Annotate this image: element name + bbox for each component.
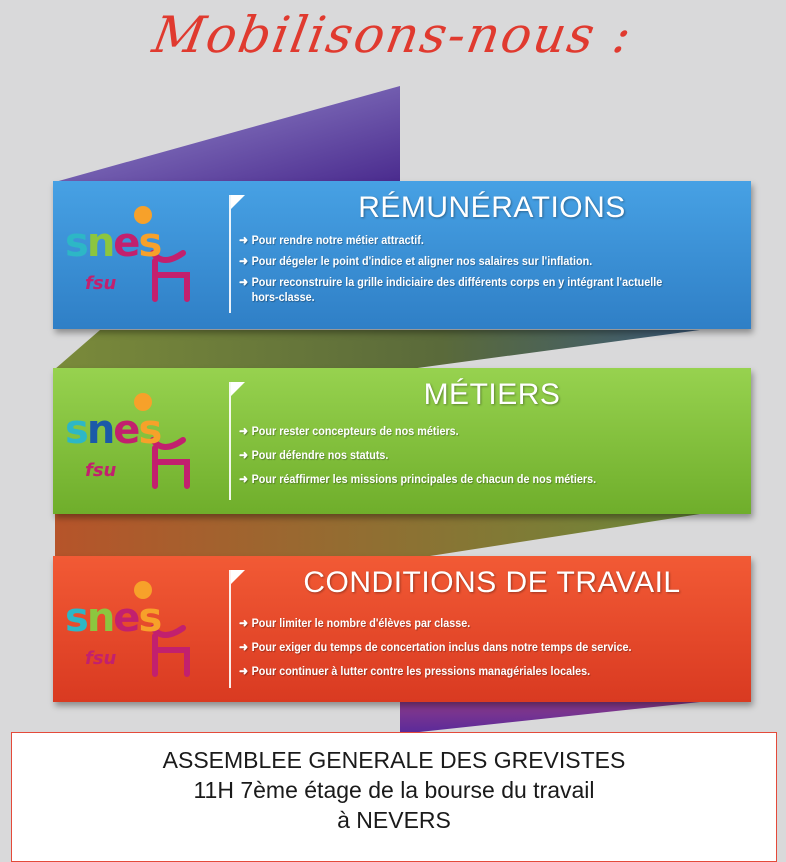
list-item: ➜ Pour rester concepteurs de nos métiers. xyxy=(239,424,459,438)
logo-fsu: fsu xyxy=(85,648,117,669)
assembly-city: à NEVERS xyxy=(337,807,451,833)
logo-word: snes xyxy=(65,220,161,266)
panel-heading: CONDITIONS DE TRAVAIL xyxy=(303,566,681,599)
divider xyxy=(229,570,231,688)
assembly-info-box xyxy=(11,732,777,862)
assembly-time-place: 11H 7ème étage de la bourse du travail xyxy=(193,777,595,803)
panel-metiers xyxy=(53,368,751,514)
panel-heading: RÉMUNÉRATIONS xyxy=(358,191,626,224)
snes-fsu-logo xyxy=(65,576,215,686)
list-item: ➜ Pour exiger du temps de concertation inclus dans notre temps de service. xyxy=(239,640,632,654)
assembly-title: ASSEMBLEE GENERALE DES GREVISTES xyxy=(162,747,626,773)
divider xyxy=(229,382,231,500)
arrow-right-icon: ➜ xyxy=(239,664,249,678)
snes-fsu-logo xyxy=(65,201,215,311)
logo-word: snes xyxy=(65,407,161,453)
panel-heading: MÉTIERS xyxy=(423,378,561,411)
arrow-right-icon: ➜ xyxy=(239,448,249,462)
divider xyxy=(229,195,231,313)
list-item: ➜ Pour rendre notre métier attractif. xyxy=(239,233,424,247)
logo-word: snes xyxy=(65,595,161,641)
panel-list xyxy=(239,616,739,685)
arrow-right-icon: ➜ xyxy=(239,616,249,630)
logo-fsu: fsu xyxy=(85,460,117,481)
list-item: ➜ Pour défendre nos statuts. xyxy=(239,448,389,462)
list-item: ➜ Pour limiter le nombre d'élèves par classe. xyxy=(239,616,471,630)
logo-fsu: fsu xyxy=(85,273,117,294)
panel-list xyxy=(239,424,739,493)
list-item: ➜ Pour dégeler le point d'indice et aligner nos salaires sur l'inflation. xyxy=(239,254,593,268)
list-item: ➜ Pour reconstruire la grille indiciaire des différents corps en y intégrant l'actuelle hors-classe. xyxy=(239,275,663,304)
list-item: ➜ Pour réaffirmer les missions principales de chacun de nos métiers. xyxy=(239,472,597,486)
arrow-right-icon: ➜ xyxy=(239,640,249,654)
panel-remunerations xyxy=(53,181,751,329)
arrow-right-icon: ➜ xyxy=(239,233,249,247)
arrow-right-icon: ➜ xyxy=(239,254,249,268)
arrow-right-icon: ➜ xyxy=(239,275,249,289)
arrow-right-icon: ➜ xyxy=(239,424,249,438)
arrow-right-icon: ➜ xyxy=(239,472,249,486)
page-title: Mobilisons-nous : xyxy=(148,6,638,64)
list-item: ➜ Pour continuer à lutter contre les pressions managériales locales. xyxy=(239,664,591,678)
snes-fsu-logo xyxy=(65,388,215,498)
panel-conditions-de-travail xyxy=(53,556,751,702)
panel-list xyxy=(239,233,739,311)
